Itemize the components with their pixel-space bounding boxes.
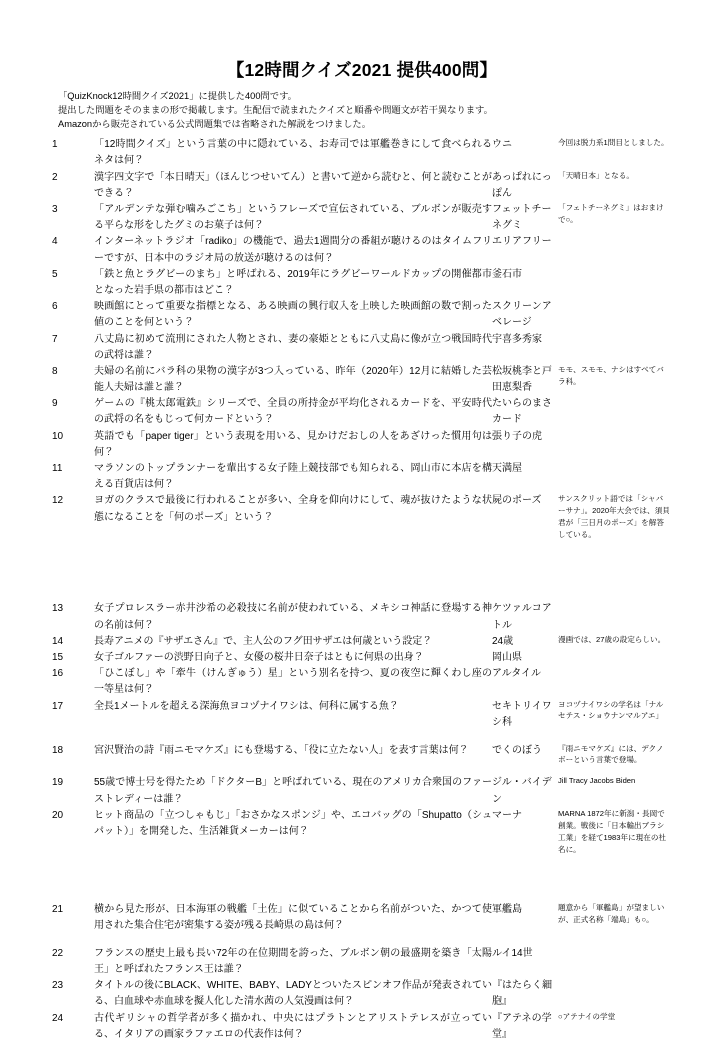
- row-answer: スクリーンアベレージ: [492, 301, 552, 329]
- row-answer: フェットチーネグミ: [492, 204, 552, 232]
- row-note: [558, 299, 670, 331]
- table-row: [52, 202, 670, 234]
- row-question: 漢字四文字で「本日晴天」（ほんじつせいてん）と書いて逆から読むと、何と読むことができる？: [94, 171, 492, 199]
- table-row: [52, 1011, 670, 1043]
- row-answer: たいらのまさカード: [492, 398, 552, 426]
- row-note: MARNA 1872年に新潟・長岡で創業。戦後に「日本輸出ブラシ工業」を経て1983年に現在の社名に。: [558, 808, 667, 854]
- row-question: 「ひこぼし」や「牽牛（けんぎゅう）星」という別名を持つ、夏の夜空に輝くわし座の一等星は何？: [94, 668, 492, 696]
- row-note: [558, 650, 670, 666]
- row-question: 英語でも「paper tiger」という表現を用いる、見かけだおしの人をあざけった慣用句は何？: [94, 430, 492, 458]
- table-row: [52, 299, 670, 331]
- row-note: [558, 332, 670, 364]
- row-question: ヨガのクラスで最後に行われることが多い、全身を仰向けにして、魂が抜けたような状態になることを「何のポーズ」という？: [94, 495, 492, 523]
- row-question: 夫婦の名前にバラ科の果物の漢字が3つ入っている、昨年（2020年）12月に結婚した芸能人夫婦は誰と誰？: [94, 365, 492, 394]
- table-row: [52, 666, 670, 698]
- row-number: 17: [52, 700, 64, 712]
- row-note: 「天晴日本」となる。: [558, 170, 634, 180]
- row-question: タイトルの後にBLACK、WHITE、BABY、LADYとついたスピンオフ作品が発表されている、白血球や赤血球を擬人化した清水茜の人気漫画は何？: [94, 980, 492, 1008]
- row-answer: 釜石市: [492, 268, 522, 280]
- intro-line-3: Amazonから販売されている公式問題集では省略された解説をつけました。: [58, 119, 372, 130]
- table-row: [52, 743, 670, 767]
- row-number: 2: [52, 171, 58, 183]
- page-title: 【12時間クイズ2021 提供400問】: [226, 60, 498, 80]
- row-question: 古代ギリシャの哲学者が多く描かれ、中央にはプラトンとアリストテレスが立っている、イタリアの画家ラファエロの代表作は何？: [94, 1012, 492, 1040]
- row-note: [558, 946, 670, 978]
- table-row: [52, 650, 670, 666]
- table-row: [52, 170, 670, 202]
- row-note: 「フェトチーネグミ」はおまけで○。: [558, 203, 664, 224]
- row-answer: ジル・バイデン: [492, 777, 552, 805]
- row-number: 7: [52, 333, 58, 345]
- row-number: 4: [52, 236, 58, 248]
- row-question: インターネットラジオ「radiko」の機能で、過去1週間分の番組が聴けるのはタイムフリーですが、日本中のラジオ局の放送が聴けるのは何？: [94, 236, 492, 264]
- row-note: [558, 267, 670, 299]
- table-row: [52, 137, 670, 169]
- table-row: [52, 978, 670, 1010]
- row-number: 1: [52, 139, 58, 151]
- row-question: 「鉄と魚とラグビーのまち」と呼ばれる、2019年にラグビーワールドカップの開催都市となった岩手県の都市はどこ？: [94, 268, 492, 296]
- row-question: ゲームの『桃太郎電鉄』シリーズで、全員の所持金が平均化されるカードを、平安時代の武将の名をもじって何カードという？: [94, 398, 492, 426]
- table-row: [52, 234, 670, 266]
- row-answer: 『はたらく細胞』: [492, 980, 552, 1008]
- row-number: 12: [52, 495, 64, 507]
- row-answer: ルイ14世: [492, 947, 533, 959]
- row-note: ○アテナイの学堂: [558, 1011, 616, 1021]
- table-row: [52, 364, 670, 396]
- row-number: 16: [52, 668, 64, 680]
- row-answer: ケツァルコアトル: [492, 603, 552, 631]
- row-note: [558, 429, 670, 461]
- row-note: [558, 461, 670, 493]
- row-answer: でくのぼう: [492, 744, 542, 756]
- row-answer: 宇喜多秀家: [492, 333, 542, 345]
- quiz-table: [52, 137, 670, 1043]
- row-note: [558, 978, 670, 1010]
- table-row: [52, 902, 670, 946]
- table-row: [52, 493, 670, 601]
- row-question: 女子プロレスラー赤井沙希の必殺技に名前が使われている、メキシコ神話に登場する神の名前は何？: [94, 603, 492, 631]
- row-note: Jill Tracy Jacobs Biden: [558, 776, 636, 786]
- row-number: 3: [52, 204, 58, 215]
- row-number: 6: [52, 301, 58, 313]
- row-question: 映画館にとって重要な指標となる、ある映画の興行収入を上映した映画館の数で割った値のことを何という？: [94, 301, 492, 329]
- row-number: 15: [52, 651, 64, 663]
- row-question: 「12時間クイズ」という言葉の中に隠れている、お寿司では軍艦巻きにして食べられるネタは何？: [94, 139, 492, 167]
- row-answer: セキトリイワシ科: [492, 700, 552, 728]
- table-row: [52, 267, 670, 299]
- row-answer: あっぱれにっぽん: [492, 171, 552, 199]
- row-question: 55歳で博士号を得たため「ドクターB」と呼ばれている、現在のアメリカ合衆国のファーストレディーは誰？: [94, 777, 492, 805]
- row-question: 横から見た形が、日本海軍の戦艦「土佐」に似ていることから名前がついた、かつて使用された集合住宅が密集する姿が残る長崎県の島は何？: [94, 903, 492, 932]
- row-answer: 屍のポーズ: [492, 495, 542, 507]
- row-number: 24: [52, 1012, 64, 1024]
- row-number: 23: [52, 980, 64, 992]
- row-answer: ウニ: [492, 139, 512, 151]
- row-number: 21: [52, 903, 64, 915]
- row-question: 女子ゴルファーの渋野日向子と、女優の桜井日奈子はともに何県の出身？: [94, 651, 424, 663]
- row-number: 13: [52, 603, 64, 615]
- row-answer: アルタイル: [492, 668, 541, 680]
- intro-line-1: 「QuizKnock12時間クイズ2021」に提供した400問です。: [58, 90, 297, 101]
- row-question: 「アルデンテな弾む噛みごこち」というフレーズで宣伝されている、ブルボンが販売する平らな形をしたグミのお菓子は何？: [94, 204, 492, 232]
- row-number: 11: [52, 463, 63, 474]
- table-row: [52, 634, 670, 650]
- intro-block: [0, 89, 724, 131]
- row-note: モモ、スモモ、ナシはすべてバラ科。: [558, 364, 664, 386]
- table-row: [52, 601, 670, 633]
- intro-line-2: 提出した問題をそのままの形で掲載します。生配信で読まれたクイズと順番や問題文が若干異なります。: [58, 105, 493, 115]
- table-row: [52, 332, 670, 364]
- row-question: 長寿アニメの『サザエさん』で、主人公のフグ田サザエは何歳という設定？: [94, 635, 433, 647]
- row-number: 20: [52, 809, 64, 821]
- row-note: ヨコヅナイワシの学名は「ナルセテス・ショウナンマルアエ」: [558, 699, 664, 721]
- row-note: [558, 396, 670, 428]
- row-answer: 『アテネの学堂』: [492, 1012, 552, 1040]
- row-answer: マーナ: [492, 809, 522, 821]
- row-number: 18: [52, 744, 64, 756]
- row-question: 宮沢賢治の詩『雨ニモマケズ』にも登場する、「役に立たない人」を表す言葉は何？: [94, 744, 469, 756]
- table-row: [52, 396, 670, 428]
- row-note: [558, 666, 670, 698]
- row-question: ヒット商品の「立つしゃもじ」「おさかなスポンジ」や、エコバッグの「Shupatto（シュパット）」を開発した、生活雑貨メーカーは何？: [94, 809, 492, 838]
- row-answer: 天満屋: [492, 463, 522, 474]
- table-row: [52, 766, 670, 807]
- row-number: 14: [52, 635, 64, 647]
- row-note: 今回は脱力系1問目としました。: [558, 138, 669, 148]
- row-answer: 岡山県: [492, 651, 522, 663]
- row-question: 全長1メートルを超える深海魚ヨコヅナイワシは、何科に属する魚？: [94, 700, 399, 712]
- row-number: 5: [52, 268, 58, 280]
- table-row: [52, 946, 670, 978]
- row-answer: 松坂桃李と戸田恵梨香: [492, 365, 552, 394]
- row-note: [558, 234, 670, 266]
- table-row: [52, 429, 670, 461]
- row-answer: エリアフリー: [492, 236, 552, 248]
- row-note: 漫画では、27歳の設定らしい。: [558, 634, 666, 644]
- row-note: サンスクリット語では「シャバーサナ」。2020年大会では、須貝君が「三日月のポーズ」を解答している。: [558, 494, 670, 540]
- row-number: 9: [52, 398, 58, 410]
- row-question: 八丈島に初めて流刑にされた人物とされ、妻の豪姫とともに八丈島に像が立つ戦国時代の武将は誰？: [94, 333, 492, 361]
- row-number: 8: [52, 365, 58, 377]
- row-question: フランスの歴史上最も長い72年の在位期間を誇った、ブルボン朝の最盛期を築き「太陽王」と呼ばれたフランス王は誰？: [94, 947, 492, 976]
- table-row: [52, 699, 670, 743]
- row-note: 題意から「軍艦島」が望ましいが、正式名称「端島」も○。: [558, 902, 665, 924]
- row-number: 10: [52, 430, 64, 442]
- row-answer: 24歳: [492, 635, 514, 647]
- row-number: 19: [52, 777, 64, 789]
- row-answer: 軍艦島: [492, 903, 522, 915]
- quiz-table-body: [52, 137, 670, 1043]
- row-question: マラソンのトップランナーを輩出する女子陸上競技部でも知られる、岡山市に本店を構える百貨店は何？: [94, 463, 492, 491]
- row-note: [558, 601, 670, 633]
- table-row: [52, 808, 670, 902]
- row-answer: 張り子の虎: [492, 430, 542, 442]
- table-row: [52, 461, 670, 493]
- row-number: 22: [52, 947, 64, 959]
- row-note: 『雨ニモマケズ』には、デクノボーという言葉で登場。: [558, 743, 664, 765]
